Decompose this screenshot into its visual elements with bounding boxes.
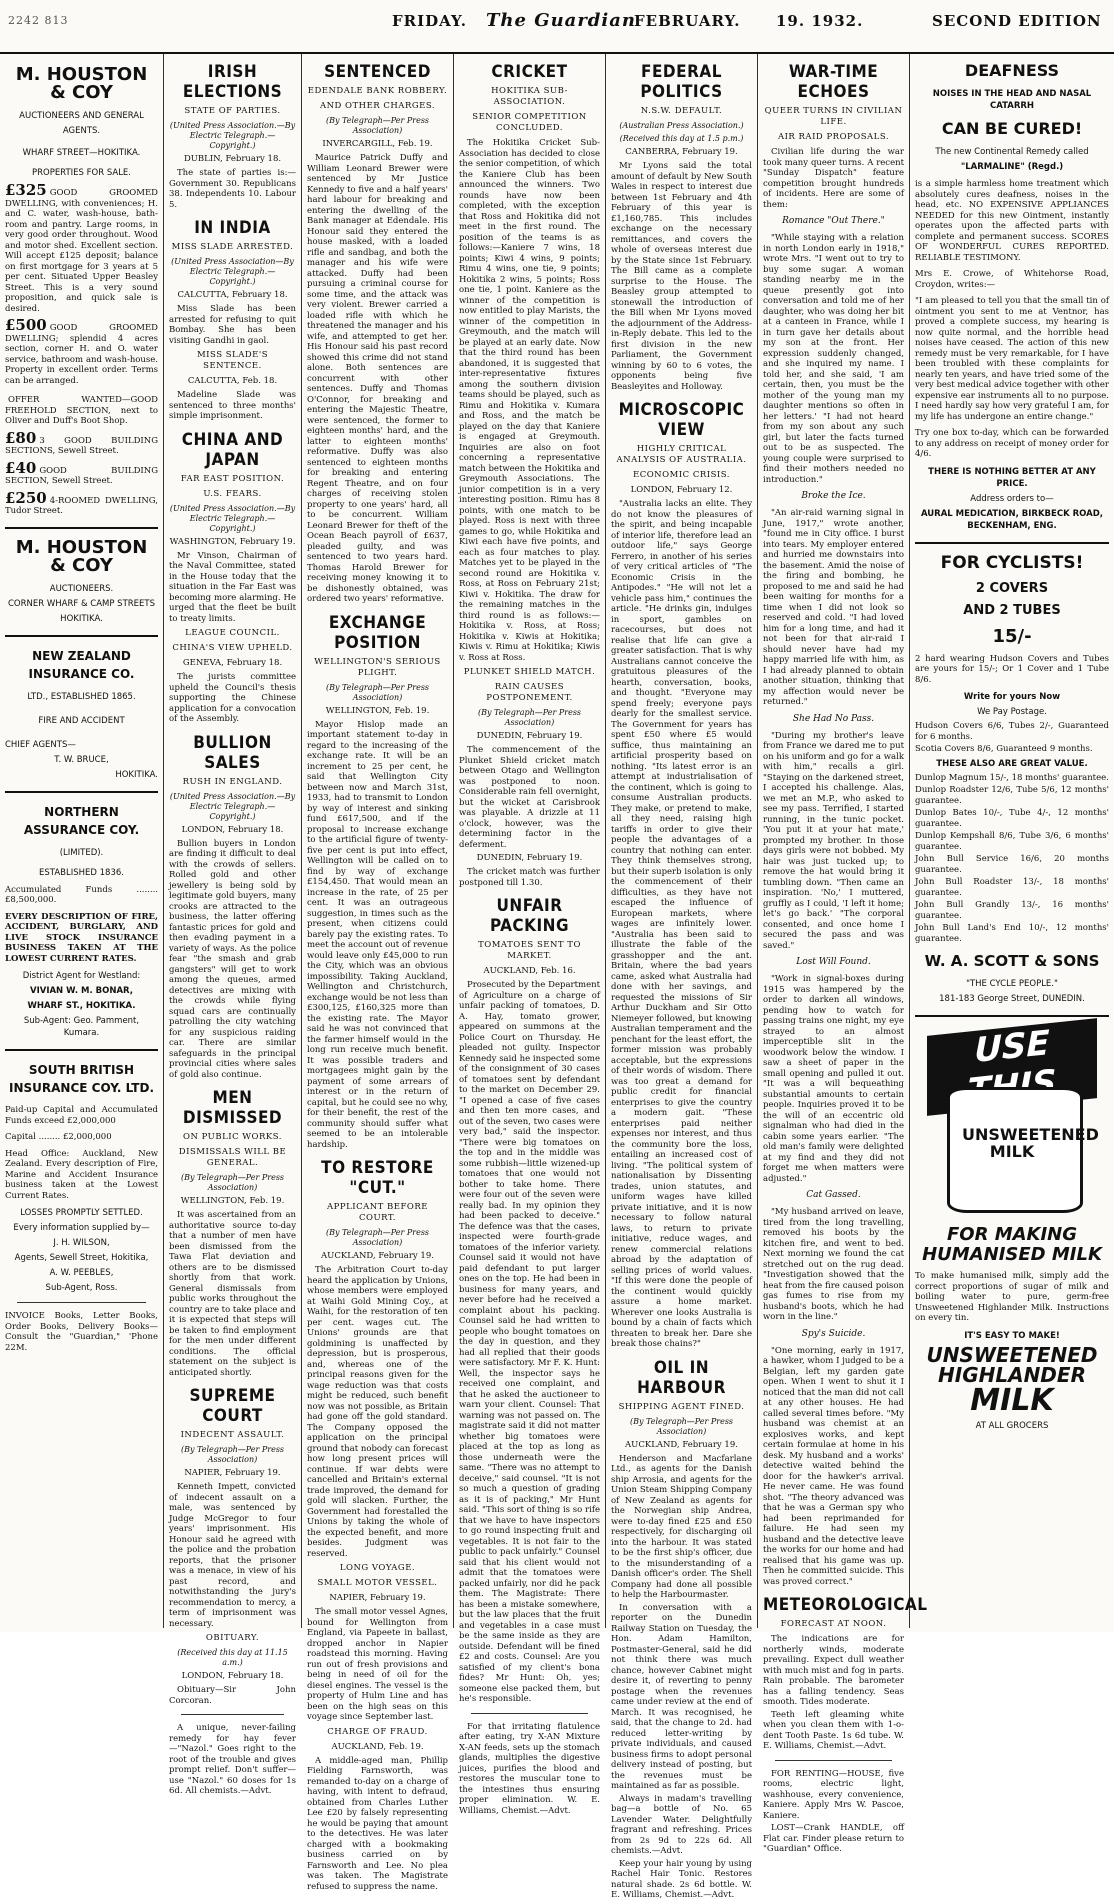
milk-body: To make humanised milk, simply add the correct proportions of sugar of milk and boiling water to pure, germ-free Unsweetened Highlander Milk. Instructions on every tin. [915,1271,1109,1323]
houston2-address: CORNER WHARF & CAMP STREETS [7,598,156,609]
column-2 [164,54,302,1796]
subhead: SHIPPING AGENT FINED. [618,1401,745,1412]
tyre-line: John Bull Grandly 13/-, 16 months' guarantee. [915,900,1109,921]
dateline: DUNEDIN, February 19. [476,853,583,863]
northern-heading: NORTHERN ASSURANCE COY. [23,804,140,837]
subhead: LEAGUE COUNCIL. [185,628,280,638]
column-6 [758,54,928,1854]
section-heading: Broke the Ice. [801,491,866,501]
subhead: SMALL MOTOR VESSEL. [317,1578,438,1588]
subhead: TOMATOES SENT TO MARKET. [478,940,581,961]
nz-insurance-fire: FIRE AND ACCIDENT [38,715,125,726]
headline-supreme-court: SUPREME COURT [189,1386,276,1426]
subhead: ECONOMIC CRISIS. [632,470,730,480]
headline-unfair-packing: UNFAIR PACKING [489,896,570,936]
subhead: DISMISSALS WILL BE GENERAL. [178,1147,287,1168]
article-body: The Hokitika Cricket Sub-Association has decided to close the senior competition, of which the Kaniere Club has been announced the winners. Two rounds have now been completed, with the exception that Ross and Hokitika did not meet in the first round. The position of the teams is as follows:—Kaniere 7 wins, 18 points; Kiwi 4 wins, 9 points; Rimu 4 wins, one tie, 9 points; Hokitika 2 wins, 5 points; Ross one tie, 1 point. Kaniere as the winner of the competition is now entitled to play Marists, the winner of the competition in Greymouth, and the match will be played at an early date. Now that the third round has been abandoned, it is suggested that inter-representative fixtures among the southern division teams should be played, such as Rimu and Hokitika v. Kumara and Ross, and the match be played on the day that Kaniere is engaged at Greymouth. Inquiries are also on foot concerning a representative match between the Hokitika and Greymouth Associations. The junior competition is in a very interesting position. Rimu has 8 points, with one match to be played. Ross is next with three games to go, while Hokitika and Kiwi each have five points, and each as four matches to play. Matches yet to be played in the second round are Hokitika v. Ross, at Ross on February 21st; Kiwi v. Hokitika. The draw for the remaining matches in the third round is as follows:—Hokitika v. Ross, at Ross; Hokitika v. Kiwis at Hokitika; Kiwis v. Rimu at Hokitika; Kiwis v. Ross at Ross. [459,138,600,663]
houston2-sub: AUCTIONEERS. [49,583,114,594]
dateline: INVERCARGILL, Feb. 19. [322,139,433,149]
dateline: CALCUTTA, February 18. [177,290,288,300]
nz-insurance-heading: NEW ZEALAND INSURANCE CO. [28,648,135,681]
masthead-title: The Guardian [486,10,636,31]
subhead: PLUNKET SHIELD MATCH. [463,667,596,677]
dateline: NAPIER, February 19. [329,1593,426,1603]
tyre-line: John Bull Roadster 13/-, 18 months' guarantee. [915,877,1109,898]
column-7 [910,54,1114,1628]
subhead: AIR RAID PROPOSALS. [777,132,890,142]
dateline: CANBERRA, February 19. [625,147,738,157]
milk-easy: IT'S EASY TO MAKE! [964,1330,1060,1341]
subhead: SENIOR COMPETITION CONCLUDED. [472,112,587,133]
northern-sub: (LIMITED). [59,847,104,858]
dateline: LONDON, February 18. [181,1671,284,1681]
subhead: APPLICANT BEFORE COURT. [327,1202,428,1223]
northern-desc: EVERY DESCRIPTION OF FIRE, ACCIDENT, BURGLARY, AND LIVE STOCK INSURANCE BUSINESS TAKEN AT THE LOWEST CURRENT RATES. [5,911,158,964]
headline-exchange-position: EXCHANGE POSITION [328,612,427,653]
deafness-testimonial-intro: Mrs E. Crowe, of Whitehorse Road, Croydon, writes:— [915,269,1109,290]
milk-tin-illustration [927,1023,1099,1217]
tyre-line: Scotia Covers 8/6, Guaranteed 9 months. [915,744,1093,754]
credit-line: (United Press Association.—By Electric Telegraph.—Copyright.) [169,121,296,150]
credit-line: (United Press Association—By Electric Telegraph.—Copyright.) [171,257,294,286]
subhead: HIGHLY CRITICAL ANALYSIS OF AUSTRALIA. [616,444,747,465]
dateline: LONDON, February 12. [630,485,733,495]
dateline: WELLINGTON, Feb. 19. [180,1196,285,1206]
property-lot: £80 3 GOOD BUILDING SECTIONS, Sewell Street. [5,428,158,456]
northern-est: ESTABLISHED 1836. [39,867,124,878]
article-body: Prosecuted by the Department of Agriculture on a charge of unfair packing of tomatoes, D. A. Hay, tomato grower, appeared on summons at the Police Court on Thursday. He pleaded not guilty. Inspector Kennedy said he inspected some of the consignment of 30 cases of tomatoes sent by defendant to the market on December 29. "I opened a case of five cases and then ten more cases, and out of the seven, two cases were very bad," said the inspector. "There were big tomatoes on the top and in the middle was some rubbish—little wizened-up tomatoes that one would not bother to take home. There were four out of the seven were really bad. In my opinion they had been packed to deceive." The defence was that the cases, inspected were fourth-grade tomatoes of the inferior variety. Counsel said it would not have paid defendant to put larger ones on the top. He had been in business for many years, and never before had he received a complaint about his packing. Counsel said he had written to people who bought tomatoes on the day in question, and they had all replied that their goods were satisfactory. Mr F. K. Hunt: Well, the inspector says he received one complaint, and that he asked the auctioneer to warn your client. Counsel: That warning was not passed on. The magistrate said it did not matter whether big tomatoes were placed at the top as long as those underneath were the same. "There was no attempt to deceive," said counsel. "It is not so much a question of grading as it is of packing," Mr Hunt said. "This sort of thing is so rife that we have to have inspectors to go round inspecting fruit and vegetables. It is not fair to the public to pack unfairly." Counsel said that his client would not admit that the tomatoes were packed unfairly, nor did he pack them. The Magistrate: There has been a mistake somewhere, but the law places that the fruit and vegetables in a case must be the same inside as they are outside. Defendant will be fined £2 and costs. Counsel: Are you satisfied of my client's bona fides? Mr Hunt: Oh, yes; someone else packed them, but he's responsible. [459,980,600,1704]
houston-address: WHARF STREET—HOKITIKA. [22,148,141,158]
article-body: "While staying with a relation in north London early in 1918," wrote Mrs. "I went out to try to buy some sugar. A woman standing nearby me in the queue presently got into conversation and told me of her daughter, who was doing her bit at a canteen in France, while I in turn gave her details about my son at the front. Her expression suddenly changed, and she inquired my name. I told her, and she said, 'I am certain, then, you must be the mother of the young man my daughter mentions so often in her letters.' "I had not heard from my son about any such girl, but later the facts turned out to be as suspected. The young couple were surprised to find their mothers needed no introduction." [763,233,904,485]
subhead: RAIN CAUSES POSTPONEMENT. [486,682,573,703]
section-heading: Romance "Out There." [782,216,885,226]
article-body: The cricket match was further postponed till 1.30. [459,867,600,888]
subhead: MISS SLADE'S SENTENCE. [196,350,269,371]
south-british-office: Head Office: Auckland, New Zealand. Every description of Fire, Marine and Accident Insurance business taken at the Lowest Current Rates. [5,1148,158,1201]
credit-line: (Received this day at 1.5 p.m.) [619,134,744,143]
tyre-line: THESE ALSO ARE GREAT VALUE. [936,758,1088,769]
milk-brand-2: HIGHLANDER [938,1362,1086,1387]
dateline: DUBLIN, February 18. [183,154,282,164]
milk-brand-3: MILK [970,1382,1054,1418]
article-body: "Australia lacks an elite. They do not know the pleasures of the spirit, and being incapable of interior life, therefore lead an outdoor life," says George Ferrero, in another of his series of very critical articles of "The Economic Crisis in the Antipodes." "He will not let a vehicle pass him," continues the article. "He drinks gin, indulges in sport, gambles on racecourses, but does not realise that life can give a greater satisfaction. That is why Australians cannot conceive the gratuitous pleasures of the hearth, conversation, books, and thought. "Everyone may spend freely; everyone pays dearly for the smallest service. The Government for years has spent £50 where £5 would suffice, thus maintaining an artificial prosperity based on nothing. "Its latest error is an attempt at industrialisation of the continent, which is going to consume Australian products. They make, or pretend to make, all they need, raising high tariffs in order to give their people the advantages of a country that nothing can enter. They think themselves strong, but their superb isolation is only the commencement of their difficulties, as they have not escaped the influence of European markets, where wages are infinitely lower. "Australia has been said to illustrate the fable of the grasshopper and the ant. Britain, where the bad years came, asked what Australia had done with her savings, and requested the missions of Sir Arthur Duckham and Sir Otto Niemeyer followed, but knowing Australian temperament and the penchant for the least effort, the former mission was probably acceptable, but the expressions of their words of wisdom. There was too great a demand for public credit for financial enterprises to give the country a modern gait. "These enterprises paid neither expenses nor interest, and thus the community bore the loss, entailing an increased cost of living. "The political system of nationalisation by Dissenting trades, union statutes, and uniform wages have killed private initiative, and it is now necessary to follow natural laws, to return to private initiative, reduce wages, and renew commercial relations abroad by the adaptation of selling prices of world values. "If this were done the people of the continent would quickly assure a home market. Wherever one looks Australia is bound by a chain of facts which threaten to break her. Dare she break those chains?" [611,499,752,1349]
credit-line: (Australian Press Association.) [619,121,744,130]
tyre-line: John Bull Service 16/6, 20 months guarantee. [915,854,1109,875]
south-british-agent1: J. H. WILSON, [53,1238,110,1248]
dateline: AUCKLAND, February 19. [625,1439,738,1450]
credit-line: (By Telegraph—Per Press Association) [325,116,430,135]
deafness-remedy-intro: The new Continental Remedy called [935,147,1089,157]
subhead: FORECAST AT NOON. [780,1619,887,1629]
nz-insurance-agents: CHIEF AGENTS— [5,739,76,750]
divider [5,791,158,793]
headline-oil-in-harbour: OIL IN HARBOUR [637,1357,726,1398]
page-reference: 2242 813 [8,14,69,27]
headline-bullion-sales: BULLION SALES [193,732,272,773]
masthead [0,0,1114,54]
property-lot: £325 GOOD GROOMED DWELLING, with conveniences; H. and C. water, wash-house, bath-room and pantry. Large rooms, in very good order throughout. Wood and motor shed. Excellent section. Will accept £125 deposit; balance on first mortgage for 3 years at 5 per cent. Situated Upper Beasley Street. This is a very sound proposition, and quick sale is desired. [5,181,158,314]
nz-insurance-sub: LTD., ESTABLISHED 1865. [27,691,136,702]
deafness-testimonial: "I am pleased to tell you that the small tin of ointment you sent to me at Ventnor, has proved a complete success, my hearing is now quite normal, and the horrible head noises have ceased. The action of this new remedy must be very remarkable, for I have been troubled with these complaints for nearly ten years, and have tried some of the very best medical advice together with other expensive ear instruments all to no purpose. I need hardly say how very grateful I am, for my life has undergone an entire change." [915,296,1109,422]
article-body: The commencement of the Plunket Shield cricket match between Otago and Wellington was postponed to noon. Considerable rain fell overnight, but the wicket at Carisbrook was playable. A drizzle at 11 o'clock, however, was the determining factor in the deferment. [459,745,600,850]
cyclists-tubes: AND 2 TUBES [963,602,1061,618]
credit-line: (By Telegraph—Per Press Association) [180,1445,285,1464]
section-heading: Lost Will Found. [796,957,871,967]
headline-meteorological: METEOROLOGICAL [763,1595,928,1615]
dateline: CALCUTTA, Feb. 18. [187,376,278,386]
subhead: CHARGE OF FRAUD. [327,1726,428,1737]
cyclists-price: 15/- [992,625,1032,647]
article-body: Obituary—Sir John Corcoran. [169,1685,296,1706]
section-heading: Spy's Suicide. [801,1328,866,1339]
deafness-remedy-name: "LARMALINE" (Regd.) [960,162,1064,172]
subhead: MISS SLADE ARRESTED. [171,242,294,252]
northern-agent-address: WHARF ST., HOKITIKA. [27,1001,136,1011]
masthead-day: FRIDAY. [392,12,468,30]
property-lot: £250 4-ROOMED DWELLING, Tudor Street. [5,488,158,516]
dateline: GENEVA, February 18. [182,658,283,668]
advert-text: A unique, never-failing remedy for hay fever—"Nazol." Goes right to the root of the trouble and gives prompt relief. Don't suffer—use "Nazol." 60 doses for 1s 6d. All chemists.—Advt. [169,1723,296,1796]
dateline: AUCKLAND, Feb. 16. [483,966,576,976]
properties-title: PROPERTIES FOR SALE. [31,168,132,178]
tyre-line: John Bull Land's End 10/-, 12 months' guarantee. [915,923,1109,944]
article-body: Henderson and Macfarlane Ltd., as agents for the Danish ship Arrosia, and agents for the Union Steam Shipping Company of New Zealand as agents for the Norwegian ship Andrea, were to-day fined £25 and £50 respectively, for discharging oil into the harbour. It was stated to be the first ship's officer, due to the misunderstanding of a Danish officer's order. The Shell Company had done all possible to help the Harbourmaster. [611,1453,752,1600]
article-body: Bullion buyers in London are finding it difficult to deal with the crowds of sellers. Rolled gold and other jewellery is being sold by legitimate gold buyers, many crooks are attracted to the business, the latter offering fantastic prices for gold and then evading payment in a variety of ways. As the police fear "the smash and grab gangsters" will get to work among the queues, armed detectives are mixing with the crowds while flying squad cars are continually patrolling the city watching for any suspicious raiding car. There are similar safeguards in the principal provincial cities where sales of gold also continue. [169,838,296,1080]
invoice-advert: INVOICE Books, Letter Books, Order Books, Delivery Books—Consult the "Guardian," 'Phone 22M. [5,1311,158,1353]
houston2-town: HOKITIKA. [60,613,103,624]
subhead: ON PUBLIC WORKS. [183,1132,282,1142]
credit-line: (By Telegraph—Per Press Association) [180,1173,285,1192]
divider [5,1049,158,1051]
cyclists-postage: We Pay Postage. [977,707,1047,717]
deafness-body: is a simple harmless home treatment which absolutely cures deafness, noises in the head, etc. NO EXPENSIVE APPLIANCES NEEDED for this new Ointment, instantly operates upon the affected parts with complete and permanent success. SCORES OF WONDERFUL CURES REPORTED. RELIABLE TESTIMONY. [915,179,1109,263]
divider [471,1713,588,1714]
deafness-address-label: Address orders to— [970,493,1054,504]
tyre-line: Hudson Covers 6/6, Tubes 2/-, Guaranteed for 6 months. [915,721,1109,742]
article-body: "Work in signal-boxes during 1915 was hampered by the order to darken all windows, pending how to watch for passing trains one night, my eye strayed to an almost imperceptible slit in the woodwork below the window. I saw a sheet of paper in the small opening and pulled it out. "It was a will bequeathing substantial amounts to certain people. Inquiries proved it to be the will of an eccentric old signalman who had died in the cabin some years earlier. "The old man's family were delighted at my find and they did not forget me when matters were adjusted." [763,974,904,1184]
subhead: FAR EAST POSITION. [180,473,285,484]
deafness-cured: CAN BE CURED! [941,119,1083,138]
houston2-heading: M. HOUSTON & COY [15,536,148,576]
credit-line: (By Telegraph—Per Press Association) [629,1416,734,1436]
credit-line: (By Telegraph—Per Press Association) [325,682,430,702]
milk-tin-label: UNSWEETENED MILK [962,1125,1099,1161]
masthead-month: FEBRUARY. [634,12,741,30]
article-body: "During my brother's leave from France we dared me to put on his uniform and go for a walk with him," recalls a girl. "Staying on the darkened street, I accepted his challenge. Alas, we met an M.P., who asked to see my pass. Terrified, I started running, in the tunic pocket. 'You put it at your hat mate,' prompted my brother. In those days girls were not bobbed. My hair was just tucked up; to remove the hat would bring it tumbling down. "Then came an inspiration. 'No,' I muttered, gruffly as I could, 'I left it home; let's go back.' "The corporal consented, and once home I secured the pass and was saved." [763,730,904,951]
tyre-line: Dunlop Roadster 12/6, Tube 5/6, 12 months' guarantee. [915,785,1109,806]
dateline: AUCKLAND, February 19. [321,1251,434,1261]
headline-in-india: IN INDIA [194,218,271,238]
property-lot: £40 GOOD BUILDING SECTION, Sewell Street. [5,458,158,486]
divider [5,635,158,637]
divider [181,1714,284,1715]
advert-text: Teeth left gleaming white when you clean them with 1-o-dent Tooth Paste. 1s 6d tube. W. E. Williams, Chemist.—Advt. [763,1709,904,1751]
column-3 [302,54,454,1892]
cyclists-desc: 2 hard wearing Hudson Covers and Tubes are yours for 15/-; Or 1 Cover and 1 Tube 8/6. [915,653,1109,685]
headline-sentenced: SENTENCED [324,62,431,82]
subhead: WELLINGTON'S SERIOUS PLIGHT. [314,656,441,678]
headline-federal-politics: FEDERAL POLITICS [640,62,723,102]
subhead: QUEER TURNS IN CIVILIAN LIFE. [764,106,903,127]
south-british-heading: SOUTH BRITISH INSURANCE COY. LTD. [8,1063,155,1095]
subhead: U.S. FEARS. [203,488,262,499]
dateline: LONDON, February 18. [181,824,284,835]
subhead: OBITUARY. [205,1633,260,1643]
credit-line: (United Press Association.—By Electric Telegraph.—Copyright.) [169,791,296,821]
milk-brand-1: UNSWEETENED [926,1342,1098,1367]
article-body: "One morning, early in 1917, a hawker, whom I judged to be a Belgian, left my garden gate open. When I went to shut it I noticed that the man did not call at any other houses. He had called several times before. "My husband was chemist at an explosives works, and kept certain formulae at home in his desk. My husband and a works' detective waited behind the door for the hawker's arrival. He never came. He was found shot. "The theory advanced was that he was a German spy who had been reprimanded for failure. He had seen my husband and the detective leave the works for our home and had realised that his game was up. Then he committed suicide. This was proved correct." [763,1345,904,1587]
dateline: WASHINGTON, February 19. [169,536,296,547]
advert-text: Always in madam's travelling bag—a bottle of No. 65 Lavender Water. Delightfully fragrant and refreshing. Prices from 2s 9d to 22s 6d. All chemists.—Advt. [611,1793,752,1856]
subhead: RUSH IN ENGLAND. [182,776,283,787]
south-british-capital: Paid-up Capital and Accumulated Funds exceed £2,000,000 [5,1105,158,1126]
subhead: AND OTHER CHARGES. [319,101,436,111]
masthead-edition: SECOND EDITION [932,12,1102,30]
houston-sub2: AGENTS. [62,126,101,136]
scott-heading: W. A. SCOTT & SONS [924,952,1100,970]
subhead: HOKITIKA SUB-ASSOCIATION. [491,86,568,107]
classified-ad: FOR RENTING—HOUSE, five rooms, electric light, washhouse, every convenience, Kaniere. Apply Mrs W. Pascoe, Kaniere. [763,1768,904,1821]
advert-text: Keep your hair young by using Rachel Hair Tonic. Restores natural shade. 2s 6d bottle. W. E. Williams, Chemist.—Advt. [611,1858,752,1900]
headline-microscopic-view: MICROSCOPIC VIEW [618,400,745,440]
headline-irish-elections: IRISH ELECTIONS [182,62,283,102]
milk-grocers: AT ALL GROCERS [975,1420,1049,1431]
article-body: Madeline Slade was sentenced to three months' simple imprisonment. [169,390,296,421]
article-body: The small motor vessel Agnes, bound for Wellington from England, via Papeete in ballast, dropped anchor in Napier roadstead this morning. Having run out of fresh provisions and being in need of oil for the diesel engines. The vessel is the property of Hulm Line and has been on the high seas on this voyage since September last. [307,1607,448,1722]
deafness-heading: DEAFNESS [964,61,1060,80]
tyre-line: Dunlop Kempshall 8/6, Tube 3/6, 6 months' guarantee. [915,831,1109,852]
milk-tin [947,1087,1099,1213]
tyre-line: Dunlop Magnum 15/-, 18 months' guarantee. [915,772,1109,783]
article-body: Mayor Hislop made an important statement to-day in regard to the increasing of the exchange rate. It will be an increment to 25 per cent, he said that Wellington City between now and March 31st, 1933, had to transmit to London by way of interest and sinking fund £617,500, and if the proposal to increase exchange to the artificial figure of twenty-five per cent is put into effect, Wellington will be called on to find by way of exchange £154,450. That would mean an increase in the rate, of 25 per cent. It was an outrageous suggestion, in times such as the present, when citizens could barely pay the existing rates. To meet the account out of revenue would leave only £45,000 to run the City, which was an obvious impossibility. Taking Auckland, Wellington and Christchurch, exchange would be not less than £300,125, £160,325 more than the existing rate. The Mayor said he was not convinced that the farmer himself would in the long run receive much benefit. It was possible traders and mortgagees might gain by the payment of some arrears of interest or in the return of capital, but he could see no why, for their benefit, the rest of the community should suffer what seemed to be an intolerable hardship. [307,719,448,1150]
subhead: EDENDALE BANK ROBBERY. [307,86,448,96]
south-british-agent2-address: Sub-Agent, Ross. [45,1283,118,1293]
column-5 [606,54,758,1900]
property-lot: £500 GOOD GROOMED DWELLING; splendid 4 acres section, corner H. and O. water service, bathroom and wash-house. Property in excellent order. Terms can be arranged. [5,316,158,386]
headline-cricket: CRICKET [491,62,568,82]
article-body: "My husband arrived on leave, tired from the long travelling, removed his boots by the kitchen fire, and went to bed. Next morning we found the cat stretched out on the rug dead. "Investigation showed that the heat from the fire caused poison gas fumes to rise from my husband's boots, which he had worn in the line." [763,1207,904,1322]
dateline: NAPIER, February 19. [184,1468,281,1478]
headline-to-restore-cut: TO RESTORE "CUT." [321,1158,434,1198]
credit-line: (By Telegraph—Per Press Association) [477,708,582,727]
article-body: In conversation with a reporter on the Dunedin Railway Station on Tuesday, the Hon. Adam Hamilton, Postmaster-General, said he did not think there was much chance, however Cabinet might desire it, of reverting to penny postage when the revenues came under review at the end of March. It was recognised, he said, that the change to 2d. had reduced letter-writing by private individuals, and caused business firms to adopt personal delivery instead of posting, but the revenues must be maintained as far as possible. [611,1602,752,1791]
subhead: STATE OF PARTIES. [184,106,281,116]
houston-heading: M. HOUSTON & COY [15,64,148,103]
article-body: Maurice Patrick Duffy and William Leonard Brewer were sentenced by Mr Justice Kennedy to five and a half years' hard labour for breaking and entering the dwelling of the Bank manager at Edendale. His Honour said they entered the house masked, with a loaded rifle and sandbag, and both the manager and his wife were attacked. Duffy had been pursuing a criminal course for some time, and the attack was very violent. Brewer carried a loaded rifle with which he threatened the manager and his wife, and attempted to get her. His Honour said his past record showed this crime did not stand alone. Both sentences are concurrent with other sentences. Duffy and Thomas O'Connor, for breaking and entering the Majestic Theatre, were sentenced, the former to eighteen months' hard, and the latter to eighteen months' reformative. Duffy was also sentenced to eighteen months for breaking and entering Regent Theatre, and on four charges of receiving stolen property to one years' hard, all to be concurrent. William Leonard Brewer for theft of the Ocean Beach payroll of £637, pleaded guilty, and was sentenced to two years hard. Thomas Harold Brewer for receiving money knowing it to be dishonestly obtained, was ordered two years' reformative. [307,153,448,604]
credit-line: (United Press Association.—By Electric Telegraph.—Copyright.) [169,503,296,533]
nz-insurance-agent-name: T. W. BRUCE, [54,754,109,765]
divider [915,542,1109,544]
classified-ad: LOST—Crank HANDLE, off Flat car. Finder please return to "Guardian" Office. [763,1823,904,1854]
south-british-capital2: Capital ........ £2,000,000 [5,1132,112,1142]
article-body: The state of parties is:— Government 30. Republicans 38. Independents 10. Labour 5. [169,168,296,210]
article-body: It was ascertained from an authoritative source to-day that a number of men have been dismissed from the Tawa Flat deviation and others are to be dismissed shortly from that work. General dismissals from public works throughout the country are to take place and it is expected that steps will be taken to find employment for the men under different conditions. The official statement on the subject is anticipated shortly. [169,1210,296,1378]
subhead: CHINA'S VIEW UPHELD. [172,643,293,653]
property-lot: OFFER WANTED—GOOD FREEHOLD SECTION, next to Oliver and Duff's Boot Shop. [5,395,158,426]
use-this-banner: USE [927,1018,1097,1116]
deafness-address: AURAL MEDICATION, BIRKBECK ROAD, BECKENHAM, ENG. [920,508,1104,531]
headline-men-dismissed: MEN DISMISSED [182,1088,283,1128]
scott-address: 181-183 George Street, DUNEDIN. [939,994,1085,1004]
deafness-nothing-better: THERE IS NOTHING BETTER AT ANY PRICE. [928,466,1096,489]
subhead: LONG VOYAGE. [339,1563,416,1573]
advert-text: For that irritating flatulence after eating, try X-AN Mixture X-AN feeds, sets up the stomach glands, multiplies the digestive juices, purifies the blood and restores the muscular tone to the intestines thus ensuring proper elimination. W. E. Williams, Chemist.—Advt. [459,1721,600,1816]
south-british-agent1-address: Agents, Sewell Street, Hokitika, [14,1253,149,1263]
northern-district: District Agent for Westland: [22,971,141,981]
article-body: Mr Vinson, Chairman of the Naval Committee, stated in the House today that the situation in the Far East was becoming more alarming. He urged that the fleet be built to treaty limits. [169,550,296,624]
divider [775,1760,892,1761]
column-4 [454,54,606,1816]
article-body: Miss Slade has been arrested for refusing to quit Bombay. She has been visiting Gandhi in gaol. [169,304,296,346]
south-british-agent2: A. W. PEEBLES, [49,1268,114,1278]
south-british-losses: LOSSES PROMPTLY SETTLED. [20,1208,143,1218]
dateline: AUCKLAND, Feb. 19. [331,1741,424,1752]
masthead-date: 19. 1932. [776,12,864,30]
dateline: DUNEDIN, February 19. [476,731,583,741]
article-body: "An air-raid warning signal in June, 1917," wrote another, "found me in City office. I burst into tears. My employer entered and hurried me downstairs into the basement. Amid the noise of the firing and bombing, he proposed to me and said he had been waiting for months for a time when I did not look so reserved and cold. "I had loved him for a long time, and had it not been for that air-raid I should never have had my happy married life with him, as I had already planned to obtain another situation, thinking that my affection would never be returned." [763,508,904,707]
tyre-line: Dunlop Bates 10/-, Tube 4/-, 12 months' guarantee. [915,808,1109,829]
column-1 [0,54,164,1628]
section-heading: Cat Gassed. [806,1190,861,1200]
divider [17,1302,146,1303]
cyclists-write: Write for yours Now [963,692,1061,702]
south-british-supply: Every information supplied by— [13,1223,150,1233]
article-body: Civilian life during the war took many queer turns. A recent "Sunday Dispatch" feature competition brought hundreds of incidents. Here are some of them: [763,147,904,210]
deafness-try: Try one box to-day, which can be forwarded to any address on receipt of money order for 4/6. [915,428,1109,459]
section-heading: She Had No Pass. [792,713,875,724]
credit-line: (Received this day at 11.15 a.m.) [177,1648,288,1667]
article-body: The indications are for northerly winds, moderate prevailing. Expect dull weather with much mist and fog in parts. Rain probable. The barometer has a falling tendency. Seas smooth. Tides moderate. [763,1634,904,1707]
article-body: The Arbitration Court to-day heard the application by Unions, whose members were employed at Waihi Gold Mining Coy., at Waihi, for the restoration of ten per cent. wages cut. The Unions' grounds are that goldmining is unaffected by depression, but is prosperous, and, whereas one of the principal reasons given for the wage reduction was that costs might be reduced, such benefit now was not possible, as Britain had gone off the gold standard. The Company opposed the application on the principal ground that nobody can forecast how long present prices will continue. If war debts were cancelled and Britain's external trade improved, the demand for gold will slacken. Further, the Government had forestalled the Unions by taking the whole of the expected benefit, and more besides. Judgment was reserved. [307,1265,449,1559]
article-body: Mr Lyons said the total amount of default by New South Wales in respect to interest due between 1st February and 4th February of this year is £1,160,785. This includes exchange on the necessary remittances, and covers the whole of overseas interest due by the State since 1st February. The Bill came as a complete surprise to the House. The Beasley group attempted to stonewall the introduction of the Bill when Mr Lyons moved the adjournment of the Address-in-Reply debate. This led to the first division in the new Parliament, the Government winning by 60 to 6 votes, the opponents being five Beasleyites and Holloway. [611,161,752,392]
deafness-sub: NOISES IN THE HEAD AND NASAL CATARRH [932,89,1092,111]
dateline: WELLINGTON, Feb. 19. [325,705,430,716]
northern-funds: Accumulated Funds ........ £8,500,000. [5,884,158,905]
headline-china-japan: CHINA AND JAPAN [181,429,284,470]
article-body: Kenneth Impett, convicted of indecent assault on a male, was sentenced by Judge McGregor to four years' imprisonment. His Honour said he agreed with the police and the probation reports, that the prisoner was a menace, in view of his past record, and notwithstanding the jury's recommendation to mercy, a term of imprisonment was necessary. [169,1482,296,1629]
subhead: INDECENT ASSAULT. [180,1430,285,1440]
scott-sub: "THE CYCLE PEOPLE." [966,979,1058,989]
houston-sub: AUCTIONEERS AND GENERAL [19,111,144,121]
cyclists-heading: FOR CYCLISTS! [940,552,1084,573]
northern-subagent: Sub-Agent: Geo. Pamment, Kumara. [23,1016,140,1038]
headline-war-time-echoes: WAR-TIME ECHOES [788,62,879,102]
cyclists-covers: 2 COVERS [975,580,1049,596]
milk-tagline: FOR MAKING HUMANISED MILK [922,1224,1102,1265]
subhead: N.S.W. DEFAULT. [640,106,723,116]
nz-insurance-agent-town: HOKITIKA. [115,769,158,780]
credit-line: (By Telegraph—Per Press Association) [325,1228,430,1247]
divider [915,1015,1109,1017]
article-body: The jurists committee upheld the Council's thesis supporting the Chinese application for a convocation of the Assembly. [169,672,296,724]
article-body: A middle-aged man, Phillip Fielding Farnsworth, was remanded to-day on a charge of having, with intent to defraud, obtained from Charles Luther Lee £20 by falsely representing he would be paying that amount to the detectives. He was later charged with a bookmaking business carried on by Farnsworth and Lee. No plea was taken. The Magistrate refused to suppress the name. [307,1755,448,1892]
northern-agent: VIVIAN W. M. BONAR, [30,986,133,996]
divider [5,527,158,529]
